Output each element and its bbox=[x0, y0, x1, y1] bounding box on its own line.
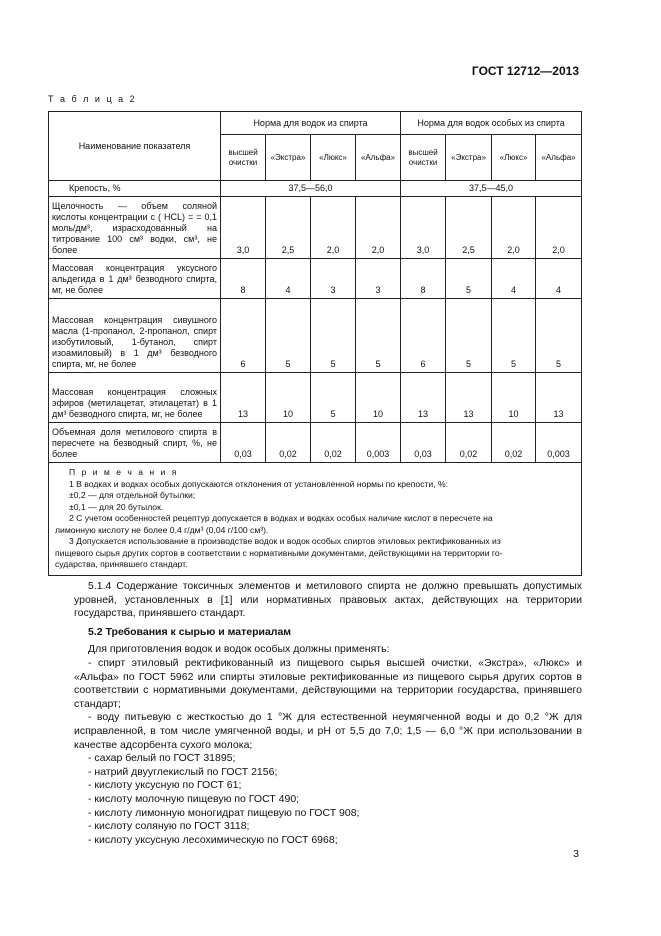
subcol-header: «Альфа» bbox=[536, 135, 582, 181]
cell-value: 2,0 bbox=[356, 197, 401, 259]
cell-value: 2,0 bbox=[311, 197, 356, 259]
cell-value: 5 bbox=[311, 299, 356, 373]
cell-value: 13 bbox=[401, 373, 446, 423]
row-name: Объемная доля метилового спирта в пересчете на безводный спирт, %, не более bbox=[49, 423, 221, 463]
standard-code: ГОСТ 12712—2013 bbox=[471, 64, 579, 78]
cell-value: 0,02 bbox=[446, 423, 492, 463]
table-caption: Т а б л и ц а 2 bbox=[48, 94, 137, 104]
cell-value: 0,003 bbox=[536, 423, 582, 463]
cell-value: 13 bbox=[536, 373, 582, 423]
row-name: Массовая концентрация уксусного альдегида в 1 дм³ безводного спирта, мг, не более bbox=[49, 259, 221, 299]
cell-value: 37,5—45,0 bbox=[401, 181, 582, 197]
cell-value: 13 bbox=[446, 373, 492, 423]
cell-value: 10 bbox=[266, 373, 311, 423]
cell-value: 10 bbox=[492, 373, 536, 423]
group1-header: Норма для водок из спирта bbox=[221, 112, 401, 135]
cell-value: 3,0 bbox=[221, 197, 266, 259]
body-content bbox=[74, 580, 582, 847]
cell-value: 13 bbox=[221, 373, 266, 423]
list-item: - натрий двууглекислый по ГОСТ 2156; bbox=[88, 765, 278, 778]
cell-value: 2,5 bbox=[446, 197, 492, 259]
cell-value: 2,5 bbox=[266, 197, 311, 259]
cell-value: 8 bbox=[401, 259, 446, 299]
table-notes-row bbox=[49, 463, 582, 576]
cell-value: 5 bbox=[446, 259, 492, 299]
cell-value: 0,003 bbox=[356, 423, 401, 463]
cell-value: 0,03 bbox=[401, 423, 446, 463]
list-intro: Для приготовления водок и водок особых должны применять: bbox=[88, 643, 390, 656]
list-item: - кислоту уксусную по ГОСТ 61; bbox=[88, 779, 242, 792]
row-name: Щелочность — объем соляной кислоты концентрации c ( HCL) = = 0,1 моль/дм³, израсходованный на титрование 100 см³ водки, см³, не более bbox=[49, 197, 221, 259]
table-row bbox=[49, 423, 582, 463]
note-2: 2 С учетом особенностей рецептур допускается в водках и водках особых наличие кислот в пересчете на bbox=[69, 513, 493, 523]
cell-value: 0,02 bbox=[311, 423, 356, 463]
notes-title: П р и м е ч а н и я bbox=[69, 467, 179, 477]
cell-value: 3 bbox=[356, 259, 401, 299]
group2-header: Норма для водок особых из спирта bbox=[401, 112, 582, 135]
cell-value: 3,0 bbox=[401, 197, 446, 259]
table-row bbox=[49, 299, 582, 373]
list-item: - сахар белый по ГОСТ 31895; bbox=[88, 752, 236, 765]
table-row bbox=[49, 373, 582, 423]
note-3-continued: сударства, принявшего стандарт. bbox=[55, 559, 188, 569]
cell-value: 37,5—56,0 bbox=[221, 181, 401, 197]
cell-value: 4 bbox=[266, 259, 311, 299]
cell-value: 5 bbox=[492, 299, 536, 373]
subcol-header: «Экстра» bbox=[266, 135, 311, 181]
list-item: - воду питьевую с жесткостью до 1 °Ж для естественной неумягченной воды и до 0,2 °Ж для исправленной, в том числе умягченной воды, и pH от 5,5 до 7,0; 1,5 — 6,0 °Ж при использовании в качестве адсорбента сухого молока; bbox=[74, 711, 582, 751]
table-header-row bbox=[49, 112, 582, 135]
cell-value: 5 bbox=[266, 299, 311, 373]
list-item: - спирт этиловый ректификованный из пищевого сырья высшей очистки, «Экстра», «Люкс» и «Альфа» по ГОСТ 5962 или спирты этиловые ректификованные из пищевого сырья других сортов в соответствии с нормативными документами, действующими на территории государства, принявшего стандарт; bbox=[74, 656, 582, 710]
cell-value: 2,0 bbox=[536, 197, 582, 259]
cell-value: 5 bbox=[311, 373, 356, 423]
cell-value: 5 bbox=[446, 299, 492, 373]
cell-value: 8 bbox=[221, 259, 266, 299]
table-row bbox=[49, 181, 582, 197]
list-item: - кислоту лимонную моногидрат пищевую по ГОСТ 908; bbox=[88, 806, 360, 819]
cell-value: 5 bbox=[356, 299, 401, 373]
row-name: Массовая концентрация сивушного масла (1-пропанол, 2-пропанол, спирт изобутиловый, 1-бутанол, спирт изоамиловый) в 1 дм³ безводного спирта, мг, не более bbox=[49, 299, 221, 373]
indicator-column-header: Наименование показателя bbox=[49, 112, 221, 181]
cell-value: 2,0 bbox=[492, 197, 536, 259]
note-1a: ±0,2 — для отдельной бутылки; bbox=[69, 490, 196, 500]
note-3: 3 Допускается использование в производстве водок и водок особых спиртов этиловых ректификованных из bbox=[69, 536, 501, 546]
section-title: 5.2 Требования к сырью и материалам bbox=[88, 625, 292, 638]
subcol-header: «Экстра» bbox=[446, 135, 492, 181]
norms-table bbox=[48, 111, 582, 576]
cell-value: 5 bbox=[536, 299, 582, 373]
subcol-header: высшей очистки bbox=[401, 135, 446, 181]
subcol-header: высшей очистки bbox=[221, 135, 266, 181]
page-number: 3 bbox=[573, 848, 579, 860]
cell-value: 4 bbox=[536, 259, 582, 299]
table-row bbox=[49, 259, 582, 299]
note-1: 1 В водках и водках особых допускаются отклонения от установленной нормы по крепости, %: bbox=[69, 478, 449, 489]
table-row bbox=[49, 197, 582, 259]
paragraph-5-1-4: 5.1.4 Содержание токсичных элементов и метилового спирта не должно превышать допустимых уровней, установленных в [1] или нормативных правовых актах, действующих на территории государства, принявшего стандарт. bbox=[74, 580, 582, 620]
cell-value: 4 bbox=[492, 259, 536, 299]
cell-value: 6 bbox=[401, 299, 446, 373]
note-1b: ±0,1 — для 20 бутылок. bbox=[69, 501, 164, 512]
note-3-continued: пищевого сырья других сортов в соответствии с нормативными документами, действующими на территории го- bbox=[55, 547, 503, 558]
table-notes bbox=[49, 463, 582, 576]
list-item: - кислоту соляную по ГОСТ 3118; bbox=[88, 820, 250, 833]
cell-value: 3 bbox=[311, 259, 356, 299]
row-name: Крепость, % bbox=[49, 181, 221, 197]
cell-value: 10 bbox=[356, 373, 401, 423]
subcol-header: «Люкс» bbox=[311, 135, 356, 181]
subcol-header: «Альфа» bbox=[356, 135, 401, 181]
cell-value: 0,02 bbox=[266, 423, 311, 463]
cell-value: 6 bbox=[221, 299, 266, 373]
note-2-continued: лимонную кислоту не более 0,4 г/дм³ (0,04 г/100 см³). bbox=[55, 524, 269, 535]
cell-value: 0,03 bbox=[221, 423, 266, 463]
list-item: - кислоту уксусную лесохимическую по ГОСТ 6968; bbox=[88, 833, 338, 846]
subcol-header: «Люкс» bbox=[492, 135, 536, 181]
row-name: Массовая концентрация сложных эфиров (метилацетат, этилацетат) в 1 дм³ безводного спирта, мг, не более bbox=[49, 373, 221, 423]
list-item: - кислоту молочную пищевую по ГОСТ 490; bbox=[88, 792, 300, 805]
cell-value: 0,02 bbox=[492, 423, 536, 463]
